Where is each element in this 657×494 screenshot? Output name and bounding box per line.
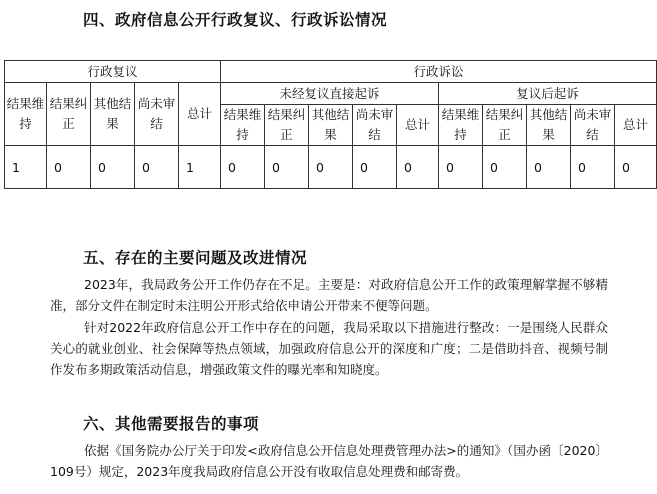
col-label: 尚未审结 (571, 105, 615, 146)
paragraph-problems: 2023年，我局政务公开工作仍存在不足。主要是：对政府信息公开工作的政策理解掌握不够精准，部分文件在制定时未注明公开形式给依申请公开带来不便等问题。 (50, 277, 608, 313)
header-after-review-litigation: 复议后起诉 (439, 83, 657, 105)
table-cell: 0 (397, 146, 439, 189)
header-admin-litigation: 行政诉讼 (221, 61, 657, 83)
table-cell: 0 (265, 146, 309, 189)
col-label: 结果维持 (221, 105, 265, 146)
section-heading-5: 五、存在的主要问题及改进情况 (83, 248, 308, 267)
col-label: 总计 (179, 83, 221, 146)
table-cell: 0 (483, 146, 527, 189)
col-label: 总计 (615, 105, 657, 146)
table-cell: 0 (221, 146, 265, 189)
section-heading-4: 四、政府信息公开行政复议、行政诉讼情况 (83, 10, 388, 29)
col-label: 结果纠正 (265, 105, 309, 146)
col-label: 尚未审结 (135, 83, 179, 146)
table-cell: 0 (91, 146, 135, 189)
col-label: 结果维持 (5, 83, 47, 146)
table-cell: 1 (5, 146, 47, 189)
table-cell: 0 (571, 146, 615, 189)
col-label: 结果纠正 (47, 83, 91, 146)
col-label: 其他结果 (309, 105, 353, 146)
table-cell: 0 (615, 146, 657, 189)
paragraph-improvements: 针对2022年政府信息公开工作中存在的问题，我局采取以下措施进行整改：一是围绕人民群众关心的就业创业、社会保障等热点领域，加强政府信息公开的深度和广度；二是借助抖音、视频号制作发布多期政策活动信息，增强政策文件的曝光率和知晓度。 (50, 320, 608, 377)
table-cell: 0 (135, 146, 179, 189)
col-label: 尚未审结 (353, 105, 397, 146)
table-cell: 1 (179, 146, 221, 189)
review-litigation-table (4, 60, 657, 189)
col-label: 总计 (397, 105, 439, 146)
col-label: 结果纠正 (483, 105, 527, 146)
header-admin-review: 行政复议 (5, 61, 221, 83)
table-cell: 0 (439, 146, 483, 189)
table-cell: 0 (527, 146, 571, 189)
col-label: 其他结果 (527, 105, 571, 146)
table-cell: 0 (353, 146, 397, 189)
header-direct-litigation: 未经复议直接起诉 (221, 83, 439, 105)
table-cell: 0 (309, 146, 353, 189)
table-cell: 0 (47, 146, 91, 189)
section-heading-6: 六、其他需要报告的事项 (83, 414, 260, 433)
paragraph-other-matters: 依据《国务院办公厅关于印发<政府信息公开信息处理费管理办法>的通知》（国办函〔2020〕109号）规定，2023年度我局政府信息公开没有收取信息处理费和邮寄费。 (50, 443, 608, 479)
col-label: 其他结果 (91, 83, 135, 146)
col-label: 结果维持 (439, 105, 483, 146)
